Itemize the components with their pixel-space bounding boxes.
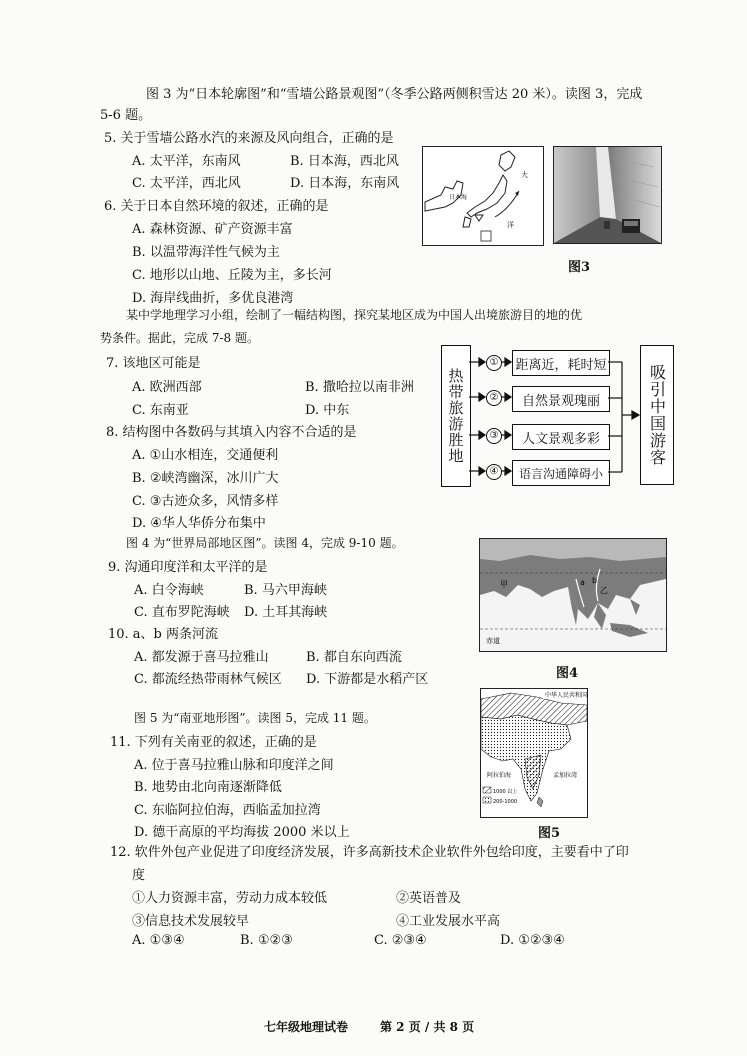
fig5-caption: 图5 bbox=[538, 826, 561, 841]
q12-option-b: B. ①②③ bbox=[240, 933, 293, 948]
intro-fig3-cont: 5-6 题。 bbox=[100, 108, 152, 123]
label-sea-of-japan: 日本海 bbox=[449, 194, 468, 201]
label-da: 大 bbox=[521, 171, 528, 179]
intro-fig4: 图 4 为“世界局部地区图”。读图 4，完成 9-10 题。 bbox=[126, 536, 404, 550]
q5-option-a: A. 太平洋，东南风 bbox=[132, 154, 241, 169]
label-arabian-sea: 阿拉伯海 bbox=[487, 772, 512, 779]
q7-option-d: D. 中东 bbox=[305, 403, 350, 418]
fig4-caption: 图4 bbox=[556, 666, 579, 681]
q6-stem: 6. 关于日本自然环境的叙述，正确的是 bbox=[104, 199, 329, 214]
q12-option-d: D. ①②③④ bbox=[500, 933, 565, 948]
q10-option-d: D. 下游都是水稻产区 bbox=[306, 672, 429, 687]
label-bay-of-bengal: 孟加拉湾 bbox=[553, 772, 578, 779]
q10-option-c: C. 都流经热带雨林气候区 bbox=[134, 672, 282, 687]
q11-option-b: B. 地势由北向南逐渐降低 bbox=[134, 780, 282, 795]
q12-item-1: ①人力资源丰富，劳动力成本较低 bbox=[132, 891, 328, 906]
q12-item-3: ③信息技术发展较早 bbox=[132, 914, 250, 929]
q5-option-c: C. 太平洋，西北风 bbox=[132, 176, 241, 191]
intro-7-8-cont: 势条件。据此，完成 7-8 题。 bbox=[100, 331, 259, 345]
q10-option-a: A. 都发源于喜马拉雅山 bbox=[134, 650, 269, 665]
label-yang: 洋 bbox=[507, 221, 514, 229]
flow-box-4: 语言沟通障碍小 bbox=[512, 460, 610, 486]
q11-option-d: D. 德干高原的平均海拔 2000 米以上 bbox=[134, 825, 350, 840]
q12-stem: 12. 软件外包产业促进了印度经济发展，许多高新技术企业软件外包给印度，主要看中了印 bbox=[110, 845, 629, 860]
label-yi: 乙 bbox=[600, 586, 608, 595]
q9-option-a: A. 白令海峡 bbox=[134, 583, 204, 598]
q11-stem: 11. 下列有关南亚的叙述，正确的是 bbox=[110, 735, 317, 750]
flow-right-box: 吸引中国游客 bbox=[640, 345, 674, 485]
intro-fig3: 图 3 为“日本轮廓图”和“雪墙公路景观图”（冬季公路两侧积雪达 20 米）。读图 3，完成 bbox=[146, 87, 643, 102]
q8-option-d: D. ④华人华侨分布集中 bbox=[132, 516, 266, 531]
q12-stem-cont: 度 bbox=[132, 868, 146, 883]
q11-option-a: A. 位于喜马拉雅山脉和印度洋之间 bbox=[134, 758, 334, 773]
q8-stem: 8. 结构图中各数码与其填入内容不合适的是 bbox=[106, 425, 357, 440]
q5-option-b: B. 日本海，西北风 bbox=[290, 154, 399, 169]
q9-option-d: D. 土耳其海峡 bbox=[244, 605, 328, 620]
world-partial-map bbox=[479, 538, 667, 652]
q7-stem: 7. 该地区可能是 bbox=[106, 356, 201, 371]
intro-fig5: 图 5 为“南亚地形图”。读图 5，完成 11 题。 bbox=[134, 711, 376, 725]
q5-option-d: D. 日本海，东南风 bbox=[290, 176, 400, 191]
q10-stem: 10. a、b 两条河流 bbox=[108, 627, 219, 642]
label-river-a: a bbox=[580, 578, 585, 587]
q6-option-a: A. 森林资源、矿产资源丰富 bbox=[132, 222, 293, 237]
q6-option-c: C. 地形以山地、丘陵为主，多长河 bbox=[132, 268, 332, 283]
flow-num-3: ③ bbox=[486, 428, 502, 444]
q12-option-a: A. ①③④ bbox=[132, 933, 185, 948]
legend-200-1000: 200-1000 bbox=[493, 799, 518, 805]
flow-num-2: ② bbox=[486, 390, 502, 406]
q5-stem: 5. 关于雪墙公路水汽的来源及风向组合，正确的是 bbox=[104, 131, 394, 146]
q8-option-b: B. ②峡湾幽深，冰川广大 bbox=[132, 471, 279, 486]
q8-option-c: C. ③古迹众多，风情多样 bbox=[132, 494, 279, 509]
q8-option-a: A. ①山水相连，交通便利 bbox=[132, 448, 279, 463]
q12-option-c: C. ②③④ bbox=[374, 933, 427, 948]
q10-option-b: B. 都自东向西流 bbox=[306, 650, 402, 665]
japan-outline-map bbox=[422, 146, 544, 246]
flow-box-3: 人文景观多彩 bbox=[512, 424, 610, 450]
q9-option-b: B. 马六甲海峡 bbox=[244, 583, 327, 598]
south-asia-terrain-map bbox=[480, 688, 588, 818]
label-jia: 甲 bbox=[500, 580, 508, 589]
flow-box-1: 距离近，耗时短 bbox=[512, 350, 610, 376]
q9-option-c: C. 直布罗陀海峡 bbox=[134, 605, 230, 620]
q6-option-d: D. 海岸线曲折，多优良港湾 bbox=[132, 291, 294, 306]
legend-above-1000: 1000 以上 bbox=[493, 789, 518, 795]
q7-option-c: C. 东南亚 bbox=[132, 403, 189, 418]
q12-item-2: ②英语普及 bbox=[396, 891, 462, 906]
flow-right-arrows bbox=[608, 345, 644, 485]
q11-option-c: C. 东临阿拉伯海，西临孟加拉湾 bbox=[134, 803, 321, 818]
flow-left-box: 热带旅游胜地 bbox=[441, 345, 471, 487]
intro-7-8: 某中学地理学习小组，绘制了一幅结构图，探究某地区成为中国人出境旅游目的地的优 bbox=[126, 308, 583, 322]
label-equator: 赤道 bbox=[486, 637, 500, 645]
label-prc: 中华人民共和国 bbox=[545, 692, 587, 699]
footer-page-number: 第 2 页 / 共 8 页 bbox=[380, 1020, 475, 1034]
q12-item-4: ④工业发展水平高 bbox=[396, 914, 501, 929]
flow-num-4: ④ bbox=[486, 464, 502, 480]
footer-exam-name: 七年级地理试卷 bbox=[264, 1020, 349, 1034]
flow-box-2: 自然景观瑰丽 bbox=[512, 386, 610, 412]
label-river-b: b bbox=[592, 576, 598, 585]
q6-option-b: B. 以温带海洋性气候为主 bbox=[132, 245, 280, 260]
q7-option-b: B. 撒哈拉以南非洲 bbox=[305, 380, 414, 395]
flow-num-1: ① bbox=[486, 355, 502, 371]
fig3-caption: 图3 bbox=[568, 260, 591, 275]
q7-option-a: A. 欧洲西部 bbox=[132, 380, 202, 395]
snow-wall-road-photo bbox=[553, 146, 662, 244]
q9-stem: 9. 沟通印度洋和太平洋的是 bbox=[108, 560, 268, 575]
